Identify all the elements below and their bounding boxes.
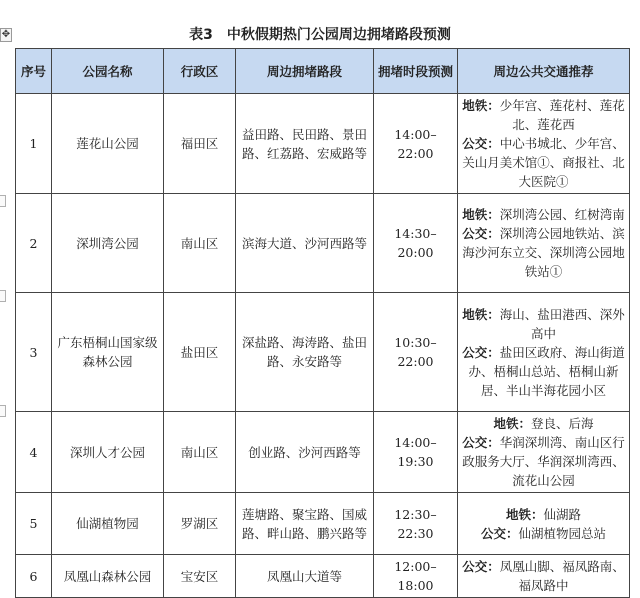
table-row xyxy=(16,555,630,598)
bus-label: 公交： xyxy=(462,435,500,450)
cell-roads: 益田路、民田路、景田路、红荔路、宏威路等 xyxy=(236,94,374,194)
row-resize-marker[interactable] xyxy=(0,195,6,207)
metro-stations: 登良、后海 xyxy=(531,416,594,431)
cell-district: 宝安区 xyxy=(164,555,236,598)
cell-park: 凤凰山森林公园 xyxy=(52,555,164,598)
cell-roads: 创业路、沙河西路等 xyxy=(236,412,374,493)
table-row xyxy=(16,94,630,194)
table-row xyxy=(16,412,630,493)
header-time: 拥堵时段预测 xyxy=(374,49,458,94)
cell-seq: 1 xyxy=(16,94,52,194)
cell-district: 南山区 xyxy=(164,194,236,293)
table-title: 表3 中秋假期热门公园周边拥堵路段预测 xyxy=(189,27,451,43)
header-district: 行政区 xyxy=(164,49,236,94)
bus-stops: 华润深圳湾、南山区行政服务大厅、华润深圳湾西、流花山公园 xyxy=(462,435,625,488)
bus-label: 公交： xyxy=(462,226,500,241)
header-park: 公园名称 xyxy=(52,49,164,94)
cell-transit xyxy=(458,293,630,412)
metro-label: 地铁： xyxy=(493,416,531,431)
bus-stops: 凤凰山脚、福凤路南、福凤路中 xyxy=(499,559,625,593)
cell-park: 仙湖植物园 xyxy=(52,493,164,555)
cell-seq: 4 xyxy=(16,412,52,493)
row-resize-marker[interactable] xyxy=(0,405,6,417)
metro-stations: 仙湖路 xyxy=(543,506,582,522)
table-move-handle[interactable]: ✥ xyxy=(1,29,11,40)
table-row xyxy=(16,293,630,412)
table-row xyxy=(16,493,630,555)
cell-time: 14:00–19:30 xyxy=(374,412,458,493)
cell-park: 深圳湾公园 xyxy=(52,194,164,293)
cell-district: 罗湖区 xyxy=(164,493,236,555)
cell-transit xyxy=(458,412,630,493)
cell-seq: 3 xyxy=(16,293,52,412)
cell-transit xyxy=(458,194,630,293)
bus-stops: 深圳湾公园地铁站、滨海沙河东立交、深圳湾公园地铁站① xyxy=(462,226,625,279)
bus-label: 公交： xyxy=(462,344,500,360)
metro-label: 地铁： xyxy=(462,98,500,113)
cell-seq: 2 xyxy=(16,194,52,293)
cell-time: 10:30–22:00 xyxy=(374,293,458,412)
cell-park: 莲花山公园 xyxy=(52,94,164,194)
cell-roads: 滨海大道、沙河西路等 xyxy=(236,194,374,293)
cell-roads: 凤凰山大道等 xyxy=(236,555,374,598)
cell-transit xyxy=(458,555,630,598)
header-transit: 周边公共交通推荐 xyxy=(458,49,630,94)
bus-stops: 盐田区政府、海山街道办、梧桐山总站、梧桐山新居、半山半海花园小区 xyxy=(468,344,625,398)
cell-time: 12:00–18:00 xyxy=(374,555,458,598)
bus-stops: 仙湖植物园总站 xyxy=(518,525,607,541)
cell-park: 广东梧桐山国家级森林公园 xyxy=(52,293,164,412)
bus-label: 公交： xyxy=(480,525,519,541)
metro-label: 地铁： xyxy=(505,506,544,522)
metro-label: 地铁： xyxy=(462,207,500,222)
congestion-table xyxy=(15,48,630,598)
bus-stops: 中心书城北、少年宫、关山月美术馆①、商报社、北大医院① xyxy=(462,136,625,189)
metro-stations: 少年宫、莲花村、莲花北、莲花西 xyxy=(499,98,625,132)
cell-time: 12:30–22:30 xyxy=(374,493,458,555)
table-row xyxy=(16,194,630,293)
bus-label: 公交： xyxy=(462,136,500,151)
row-resize-marker[interactable] xyxy=(0,290,6,302)
cell-time: 14:30–20:00 xyxy=(374,194,458,293)
header-row xyxy=(16,49,630,94)
cell-time: 14:00–22:00 xyxy=(374,94,458,194)
cell-transit xyxy=(458,493,630,555)
header-roads: 周边拥堵路段 xyxy=(236,49,374,94)
cell-roads: 莲塘路、聚宝路、国威路、畔山路、鹏兴路等 xyxy=(236,493,374,555)
cell-transit xyxy=(458,94,630,194)
cell-roads: 深盐路、海涛路、盐田路、永安路等 xyxy=(236,293,374,412)
cell-district: 南山区 xyxy=(164,412,236,493)
cell-park: 深圳人才公园 xyxy=(52,412,164,493)
metro-stations: 海山、盐田港西、深外高中 xyxy=(499,306,625,341)
header-seq: 序号 xyxy=(16,49,52,94)
bus-label: 公交： xyxy=(462,559,500,574)
metro-stations: 深圳湾公园、红树湾南 xyxy=(499,207,625,222)
metro-label: 地铁： xyxy=(462,306,500,322)
cell-seq: 5 xyxy=(16,493,52,555)
cell-district: 盐田区 xyxy=(164,293,236,412)
cell-seq: 6 xyxy=(16,555,52,598)
cell-district: 福田区 xyxy=(164,94,236,194)
